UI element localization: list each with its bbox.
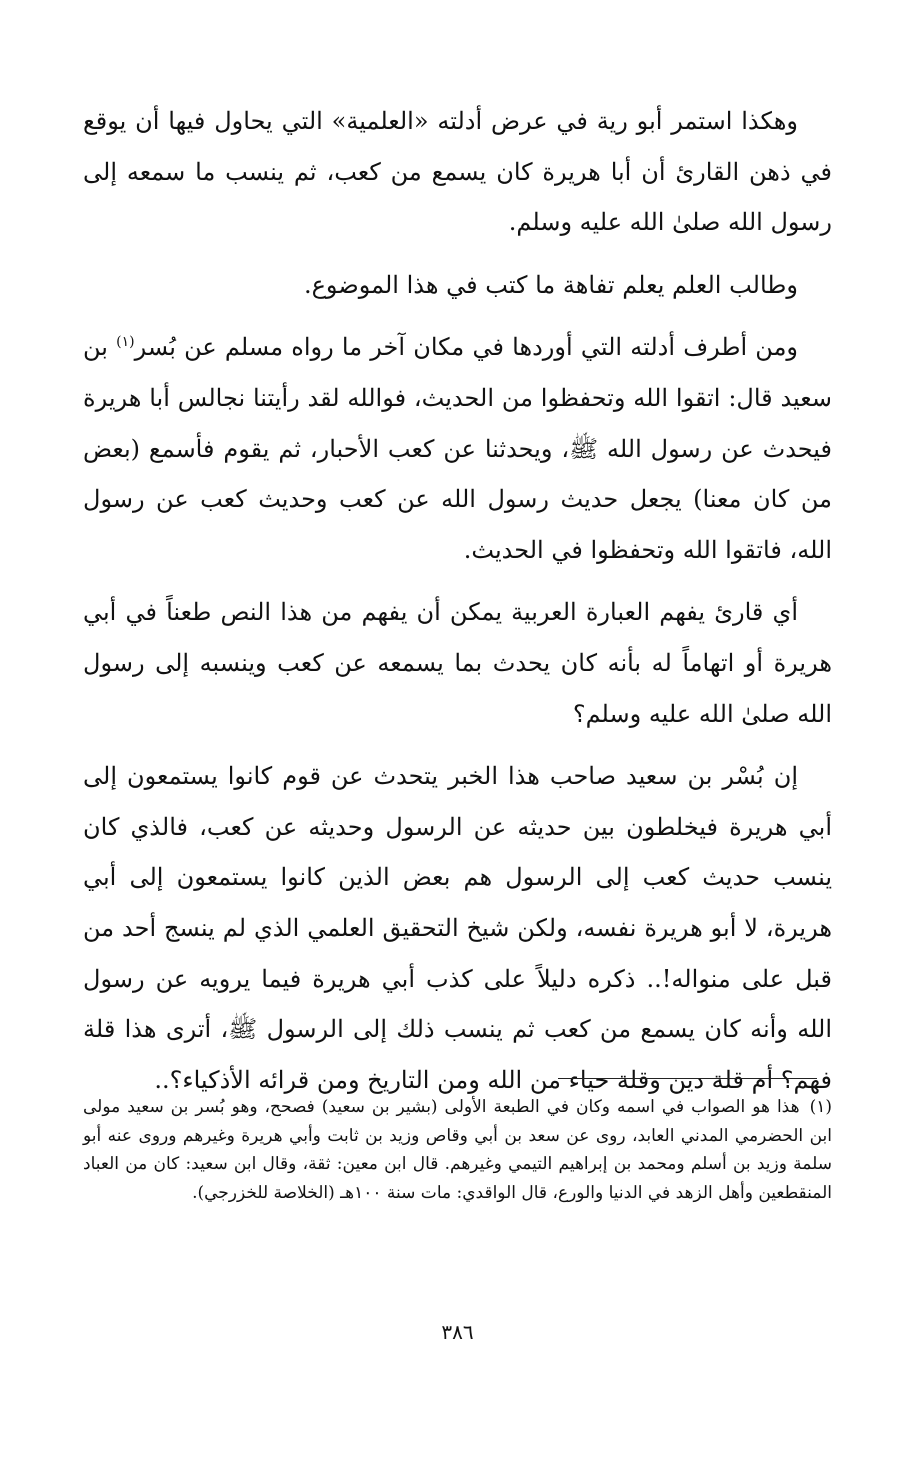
paragraph-3-text-before: ومن أطرف أدلته التي أوردها في مكان آخر ما رواه مسلم عن بُسر <box>134 333 799 362</box>
footnote-mark: (١) <box>809 1097 832 1117</box>
paragraph-5 <box>83 751 832 1105</box>
paragraph-3-text-after: بن سعيد قال: اتقوا الله وتحفظوا من الحديث، فوالله لقد رأيتنا نجالس أبا هريرة فيحدث عن رسول الله ﷺ، ويحدثنا عن كعب الأحبار، ثم يقوم فأسمع (بعض من كان معنا) يجعل حديث رسول الله عن كعب وحديث كعب عن رسول الله، فاتقوا الله وتحفظوا في الحديث. <box>83 333 832 564</box>
paragraph-1-text: وهكذا استمر أبو رية في عرض أدلته «العلمية» التي يحاول فيها أن يوقع في ذهن القارئ أن أبا هريرة كان يسمع من كعب، ثم ينسب ما سمعه إلى رسول الله صلىٰ الله عليه وسلم. <box>83 107 832 237</box>
paragraph-2 <box>83 260 832 311</box>
paragraph-1 <box>83 96 832 248</box>
footnote-divider <box>558 1078 817 1079</box>
paragraph-3 <box>83 322 832 575</box>
footnote <box>83 1093 832 1207</box>
footnote-reference[interactable]: (١) <box>116 334 135 351</box>
page-number: ٣٨٦ <box>441 1320 474 1344</box>
paragraph-4-text: أي قارئ يفهم العبارة العربية يمكن أن يفهم من هذا النص طعناً في أبي هريرة أو اتهاماً له بأنه كان يحدث بما يسمعه عن كعب وينسبه إلى رسول الله صلىٰ الله عليه وسلم؟ <box>83 598 832 728</box>
main-text <box>83 96 832 1117</box>
paragraph-4 <box>83 587 832 739</box>
paragraph-5-text: إن بُسْر بن سعيد صاحب هذا الخبر يتحدث عن قوم كانوا يستمعون إلى أبي هريرة فيخلطون بين حديثه عن الرسول وحديثه عن كعب، فالذي كان ينسب حديث كعب إلى الرسول هم بعض الذين كانوا يستمعون إلى أبي هريرة، لا أبو هريرة نفسه، ولكن شيخ التحقيق العلمي الذي لم ينسج أحد من قبل على منواله!.. ذكره دليلاً على كذب أبي هريرة فيما يرويه عن رسول الله وأنه كان يسمع من كعب ثم ينسب ذلك إلى الرسول ﷺ، أترى هذا قلة فهم؟ أم قلة دين وقلة حياء من الله ومن التاريخ ومن قرائه الأذكياء؟.. <box>83 762 832 1094</box>
paragraph-2-text: وطالب العلم يعلم تفاهة ما كتب في هذا الموضوع. <box>303 270 798 299</box>
footnote-text: هذا هو الصواب في اسمه وكان في الطبعة الأولى (بشير بن سعيد) فصحح، وهو بُسر بن سعيد مولى ابن الحضرمي المدني العابد، روى عن سعد بن أبي وقاص وزيد بن ثابت وأبي هريرة وغيرهم وروى عنه أبو سلمة وزيد بن أسلم ومحمد بن إبراهيم التيمي وغيرهم. قال ابن معين: ثقة، وقال ابن سعيد: كان من العباد المنقطعين وأهل الزهد في الدنيا والورع، قال الواقدي: مات سنة ١٠٠هـ (الخلاصة للخزرجي). <box>83 1097 832 1203</box>
